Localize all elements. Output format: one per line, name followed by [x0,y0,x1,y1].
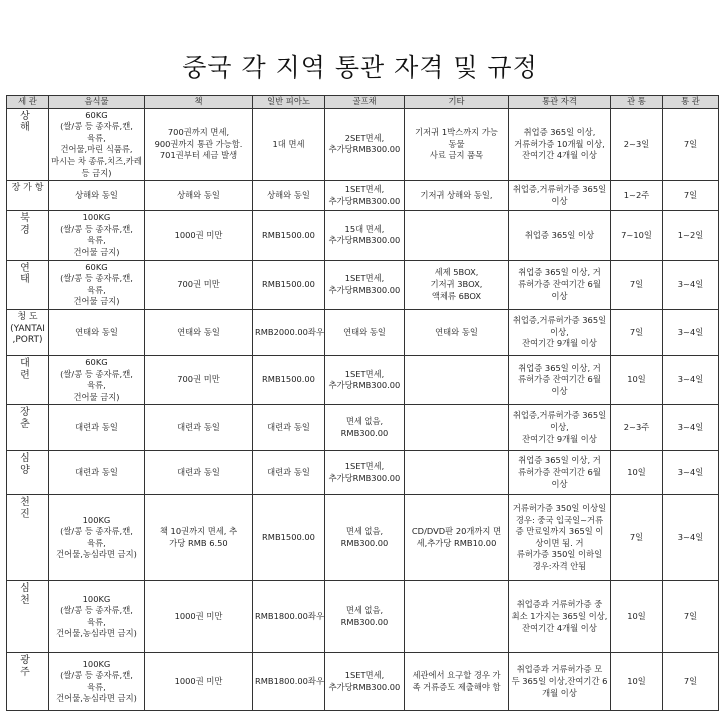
piano-cell: 대련과 동일 [253,405,325,451]
golf-cell: 면세 없음, RMB300.00 [325,581,405,653]
qualification-cell: 취업증,거류허가증 365일 이상, 잔여기간 9개월 이상 [509,405,611,451]
table-row [7,260,719,309]
region-cell: 광 주 [7,653,49,711]
book-cell: 1000권 미만 [145,211,253,260]
food-cell: 대련과 동일 [49,405,145,451]
piano-cell: RMB1500.00 [253,260,325,309]
etc-cell [405,355,509,404]
clearance-cell: 7일 [663,581,719,653]
duration-cell: 7일 [611,495,663,581]
table-row [7,181,719,211]
table-row [7,108,719,181]
header-golf: 골프채 [325,96,405,109]
qualification-cell: 거류허가증 350일 이상일 경우: 중국 입국일~거류 증 만료일까지 365일 이 상이면 됨. 거 류허가증 350일 이하일 경우:자격 안됨 [509,495,611,581]
book-cell: 책 10권까지 면세, 추 가당 RMB 6.50 [145,495,253,581]
region-cell: 장 춘 [7,405,49,451]
piano-cell: RMB1800.00좌우 [253,581,325,653]
page-title: 중국 각 지역 통관 자격 및 규정 [182,53,538,82]
duration-cell: 10일 [611,581,663,653]
food-cell: 60KG (쌀/콩 등 종자류,캔,육류, 건어물,마린 식품류,마시는 차 종류,치즈,카레 등 금지) [49,108,145,181]
header-piano: 일반 피아노 [253,96,325,109]
etc-cell: 세관에서 요구할 경우 가 족 거류증도 제출해야 함 [405,653,509,711]
piano-cell: RMB1800.00좌우 [253,653,325,711]
customs-table [6,95,719,711]
header-food: 음식물 [49,96,145,109]
table-row [7,355,719,404]
region-cell: 상 해 [7,108,49,181]
qualification-cell: 취업증 365일 이상, 거류허가증 10개월 이상, 잔여기간 4개월 이상 [509,108,611,181]
duration-cell: 2~3일 [611,108,663,181]
book-cell: 연태와 동일 [145,309,253,355]
clearance-cell: 7일 [663,108,719,181]
golf-cell: 1SET면세, 추가당RMB300.00 [325,355,405,404]
region-cell: 청 도 (YANTAI ,PORT) [7,309,49,355]
region-cell: 연 태 [7,260,49,309]
food-cell: 상해와 동일 [49,181,145,211]
clearance-cell: 7일 [663,181,719,211]
region-cell: 북 경 [7,211,49,260]
golf-cell: 1SET면세, 추가당RMB300.00 [325,260,405,309]
region-cell: 심 천 [7,581,49,653]
header-row [7,96,719,109]
clearance-cell: 3~4일 [663,451,719,495]
qualification-cell: 취업증 365일 이상, 거 류허가증 잔여기간 6월 이상 [509,451,611,495]
duration-cell: 10일 [611,653,663,711]
food-cell: 100KG (쌀/콩 등 종자류,캔,육류, 건어물,농심라면 금지) [49,495,145,581]
golf-cell: 2SET면세, 추가당RMB300.00 [325,108,405,181]
region-cell: 대 련 [7,355,49,404]
table-row [7,653,719,711]
book-cell: 대련과 동일 [145,405,253,451]
duration-cell: 7~10일 [611,211,663,260]
qualification-cell: 취업증 365일 이상, 거 류허가증 잔여기간 6월 이상 [509,260,611,309]
qualification-cell: 취업증,거류허가증 365일 이상, 잔여기간 9개월 이상 [509,309,611,355]
region-cell: 장 가 항 [7,181,49,211]
golf-cell: 15대 면세, 추가당RMB300.00 [325,211,405,260]
table-row [7,495,719,581]
golf-cell: 면세 없음, RMB300.00 [325,405,405,451]
book-cell: 상해와 동일 [145,181,253,211]
book-cell: 700권 미만 [145,260,253,309]
piano-cell: RMB1500.00 [253,495,325,581]
book-cell: 700권 미만 [145,355,253,404]
book-cell: 1000권 미만 [145,581,253,653]
food-cell: 100KG (쌀/콩 등 종자류,캔,육류, 건어물 금지) [49,211,145,260]
qualification-cell: 취업증 365일 이상 [509,211,611,260]
golf-cell: 1SET면세, 추가당RMB300.00 [325,451,405,495]
etc-cell [405,405,509,451]
clearance-cell: 3~4일 [663,355,719,404]
etc-cell [405,581,509,653]
table-row [7,211,719,260]
clearance-cell: 3~4일 [663,309,719,355]
piano-cell: RMB2000.00좌우 [253,309,325,355]
header-clearance: 통 관 [663,96,719,109]
region-cell: 심 양 [7,451,49,495]
header-customs: 세 관 [7,96,49,109]
qualification-cell: 취업증과 거류허가증 모 두 365일 이상,잔여기간 6 개월 이상 [509,653,611,711]
region-cell: 천 진 [7,495,49,581]
qualification-cell: 취업증과 거류허가증 중 최소 1가지는 365일 이상, 잔여기간 4개월 이상 [509,581,611,653]
clearance-cell: 7일 [663,653,719,711]
piano-cell: 대련과 동일 [253,451,325,495]
food-cell: 100KG (쌀/콩 등 종자류,캔,육류, 건어물,농심라면 금지) [49,581,145,653]
book-cell: 700권까지 면세, 900권까지 통관 가능함. 701권부터 세금 발생 [145,108,253,181]
piano-cell: 1대 면세 [253,108,325,181]
golf-cell: 1SET면세, 추가당RMB300.00 [325,181,405,211]
clearance-cell: 3~4일 [663,405,719,451]
duration-cell: 7일 [611,309,663,355]
etc-cell: 기저귀 1박스까지 가능 동물 사료 금지 품목 [405,108,509,181]
book-cell: 대련과 동일 [145,451,253,495]
golf-cell: 연태와 동일 [325,309,405,355]
food-cell: 60KG (쌀/콩 등 종자류,캔,육류, 건어물 금지) [49,355,145,404]
food-cell: 60KG (쌀/콩 등 종자류,캔,육류, 건어물 금지) [49,260,145,309]
duration-cell: 10일 [611,451,663,495]
header-book: 책 [145,96,253,109]
etc-cell [405,211,509,260]
etc-cell: 기저귀 상해와 동일, [405,181,509,211]
duration-cell: 7일 [611,260,663,309]
qualification-cell: 취업증 365일 이상, 거 류허가증 잔여기간 6월 이상 [509,355,611,404]
golf-cell: 1SET면세, 추가당RMB300.00 [325,653,405,711]
header-etc: 기타 [405,96,509,109]
table-row [7,405,719,451]
food-cell: 연태와 동일 [49,309,145,355]
clearance-cell: 3~4일 [663,260,719,309]
duration-cell: 10일 [611,355,663,404]
table-row [7,581,719,653]
header-duration: 관 통 [611,96,663,109]
qualification-cell: 취업증,거류허가증 365일 이상 [509,181,611,211]
duration-cell: 1~2주 [611,181,663,211]
etc-cell: 세제 5BOX, 기저귀 3BOX, 액체류 6BOX [405,260,509,309]
golf-cell: 면세 없음, RMB300.00 [325,495,405,581]
piano-cell: RMB1500.00 [253,355,325,404]
etc-cell: CD/DVD판 20개까지 면 세,추가당 RMB10.00 [405,495,509,581]
food-cell: 대련과 동일 [49,451,145,495]
clearance-cell: 3~4일 [663,495,719,581]
food-cell: 100KG (쌀/콩 등 종자류,캔,육류, 건어물,농심라면 금지) [49,653,145,711]
piano-cell: 상해와 동일 [253,181,325,211]
table-row [7,451,719,495]
table-row [7,309,719,355]
duration-cell: 2~3주 [611,405,663,451]
piano-cell: RMB1500.00 [253,211,325,260]
etc-cell [405,451,509,495]
etc-cell: 연태와 동일 [405,309,509,355]
book-cell: 1000권 미만 [145,653,253,711]
clearance-cell: 1~2일 [663,211,719,260]
header-qualification: 통관 자격 [509,96,611,109]
